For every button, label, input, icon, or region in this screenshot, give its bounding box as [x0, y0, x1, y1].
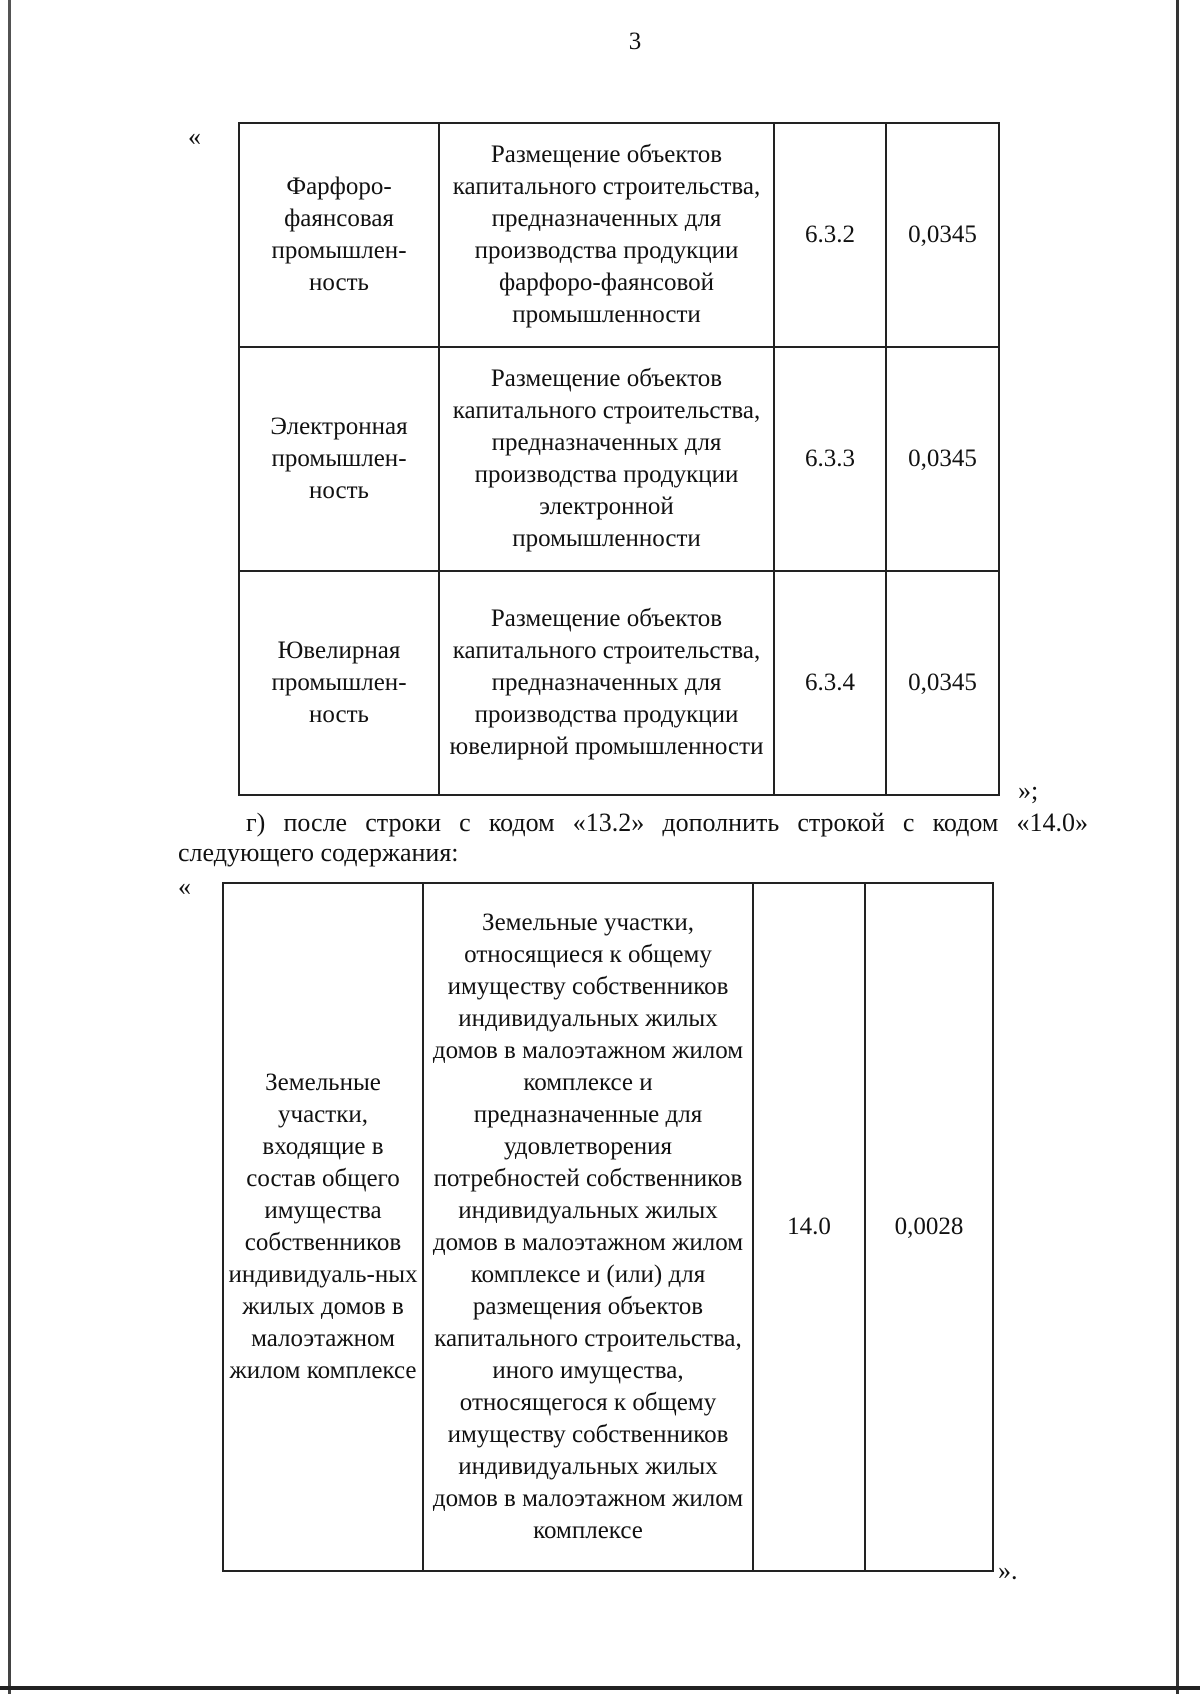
amendment-paragraph-line1: г) после строки с кодом «13.2» дополнить строкой с кодом «14.0» [246, 808, 1088, 837]
table1-row2-name: Электронная промышлен-ность [239, 347, 439, 571]
table1-row3-value: 0,0345 [886, 571, 999, 795]
table1-row1-value: 0,0345 [886, 123, 999, 347]
table1-close-quote: »; [1018, 776, 1039, 805]
table2-row1-code: 14.0 [753, 883, 865, 1571]
scan-edge-left [8, 0, 11, 1694]
table1-row2-code: 6.3.3 [774, 347, 886, 571]
page-number: 3 [628, 28, 642, 55]
table2-close-quote: ». [998, 1556, 1018, 1585]
table-row [239, 123, 999, 347]
table2-row1-description: Земельные участки, относящиеся к общему имуществу собственников индивидуальных жилых домов в малоэтажном жилом комплексе и предназначенные для удовлетворения потребностей собственников индивидуальных жилых домов в малоэтажном жилом комплексе и (или) для размещения объектов капитального строительства, иного имущества, относящегося к общему имуществу собственников индивидуальных жилых домов в малоэтажном жилом комплексе [423, 883, 753, 1571]
table1-row2-value: 0,0345 [886, 347, 999, 571]
table-second [222, 882, 994, 1572]
table1-row1-code: 6.3.2 [774, 123, 886, 347]
table1-row3-code: 6.3.4 [774, 571, 886, 795]
table2-open-quote: « [178, 872, 191, 901]
scan-edge-right [1176, 0, 1179, 1694]
table2-row1-name: Земельные участки, входящие в состав общего имущества собственников индивидуаль-ных жилых домов в малоэтажном жилом комплексе [223, 883, 423, 1571]
table1-row1-description: Размещение объектов капитального строительства, предназначенных для производства продукции фарфоро-фаянсовой промышленности [439, 123, 774, 347]
table-row [239, 347, 999, 571]
table1-row3-name: Ювелирная промышлен-ность [239, 571, 439, 795]
table2-row1-value: 0,0028 [865, 883, 993, 1571]
table-row [223, 883, 993, 1571]
table1-row1-name: Фарфоро-фаянсовая промышлен-ность [239, 123, 439, 347]
table1-row2-description: Размещение объектов капитального строительства, предназначенных для производства продукции электронной промышленности [439, 347, 774, 571]
table1-open-quote: « [188, 122, 201, 151]
table-row [239, 571, 999, 795]
table1-row3-description: Размещение объектов капитального строительства, предназначенных для производства продукции ювелирной промышленности [439, 571, 774, 795]
table-first [238, 122, 1000, 796]
scan-edge-bottom [0, 1686, 1200, 1690]
amendment-paragraph-line2: следующего содержания: [178, 838, 459, 867]
